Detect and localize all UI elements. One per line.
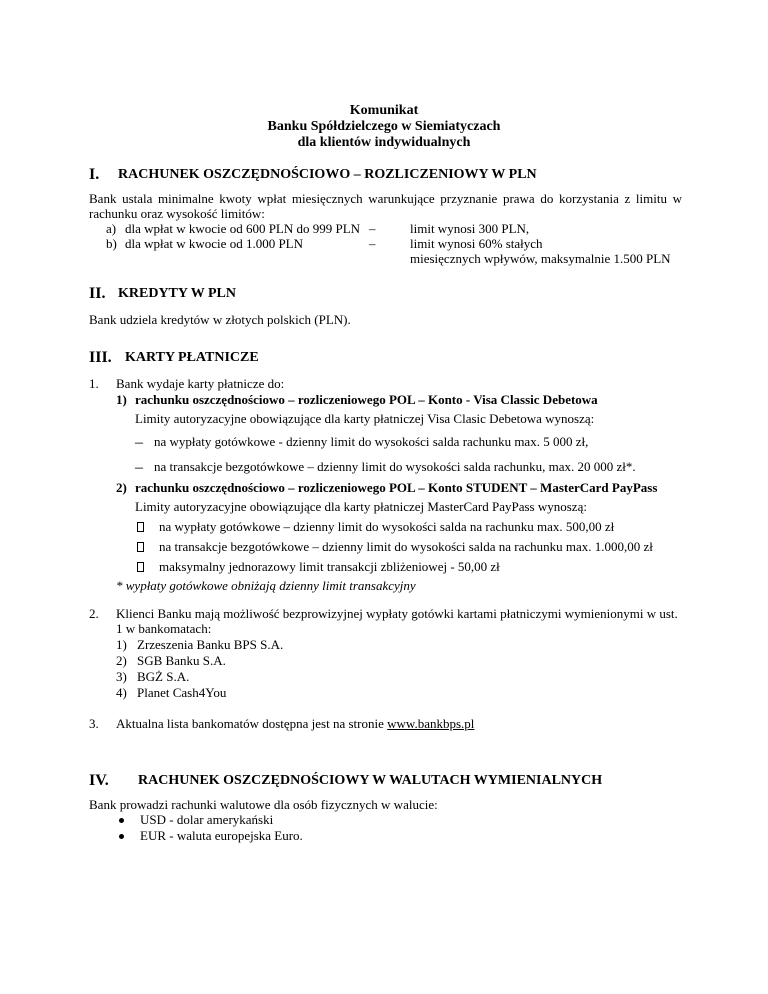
item-2-number: 2. (89, 606, 99, 621)
section-3-title: KARTY PŁATNICZE (125, 350, 259, 365)
item-3-text: Aktualna lista bankomatów dostępna jest na stronie (116, 716, 388, 731)
item-2-line-2: 1 w bankomatach: (116, 621, 212, 636)
section-1-paragraph-line-1: Bank ustala minimalne kwoty wpłat miesięcznych warunkujące przyznanie prawa do korzystania z limitu w (89, 191, 682, 206)
card-1-bullet-2: na transakcje bezgotówkowe – dzienny limit do wysokości salda rachunku, max. 20 000 zł*. (154, 459, 636, 474)
card-2-bullet-2: na transakcje bezgotówkowe – dzienny limit do wysokości salda na rachunku max. 1.000,00 zł (159, 539, 653, 554)
card-1-bullet-1: na wypłaty gotówkowe - dzienny limit do wysokości salda rachunku max. 5 000 zł, (154, 434, 589, 449)
section-1-title: RACHUNEK OSZCZĘDNOŚCIOWO – ROZLICZENIOWY W PLN (118, 167, 537, 182)
dash-bullet-icon: – (135, 434, 143, 451)
item-1-number: 1. (89, 376, 99, 391)
card-1-number: 1) (116, 392, 127, 407)
item-3-text-wrap (116, 716, 474, 732)
dash-bullet-icon: – (135, 459, 143, 476)
item-3-number: 3. (89, 716, 99, 731)
currency-eur: EUR - waluta europejska Euro. (140, 828, 303, 843)
square-bullet-icon (137, 522, 144, 532)
atm-list-number: 4) (116, 685, 127, 700)
card-1-limits: Limity autoryzacyjne obowiązujące dla karty płatniczej Visa Clasic Debetowa wynoszą: (135, 411, 595, 426)
limit-b-value-2: miesięcznych wpływów, maksymalnie 1.500 PLN (410, 251, 671, 266)
atm-list-number: 3) (116, 669, 127, 684)
limit-a-dash: – (369, 221, 376, 236)
card-2-bullet-1: na wypłaty gotówkowe – dzienny limit do wysokości salda na rachunku max. 500,00 zł (159, 519, 615, 534)
card-2-bullet-3: maksymalny jednorazowy limit transakcji zbliżeniowej - 50,00 zł (159, 559, 500, 574)
item-2-line-1: Klienci Banku mają możliwość bezprowizyjnej wypłaty gotówki kartami płatniczymi wymienionymi w ust. (116, 606, 678, 621)
header-line-2: Banku Spółdzielczego w Siemiatyczach (267, 119, 501, 134)
atm-list-item: Planet Cash4You (137, 685, 227, 700)
card-1-title: rachunku oszczędnościowo – rozliczeniowego POL – Konto - Visa Classic Debetowa (135, 392, 598, 407)
header-line-3: dla klientów indywidualnych (297, 135, 471, 150)
card-2-limits: Limity autoryzacyjne obowiązujące dla karty płatniczej MasterCard PayPass wynoszą: (135, 499, 587, 514)
limit-b-text: dla wpłat w kwocie od 1.000 PLN (125, 236, 304, 251)
atm-list-number: 1) (116, 637, 127, 652)
section-2-title: KREDYTY W PLN (118, 286, 236, 301)
section-3-number: III. (89, 349, 112, 366)
dot-bullet-icon (119, 818, 124, 823)
header-line-1: Komunikat (349, 103, 419, 118)
section-4-paragraph: Bank prowadzi rachunki walutowe dla osób fizycznych w walucie: (89, 797, 438, 812)
atm-list-item: BGŻ S.A. (137, 669, 190, 684)
bankbps-link[interactable]: www.bankbps.pl (387, 716, 475, 731)
currency-usd: USD - dolar amerykański (140, 812, 274, 827)
card-2-number: 2) (116, 480, 127, 495)
section-2-number: II. (89, 285, 106, 302)
square-bullet-icon (137, 542, 144, 552)
section-1-number: I. (89, 166, 100, 183)
atm-list-item: SGB Banku S.A. (137, 653, 226, 668)
atm-list-number: 2) (116, 653, 127, 668)
dot-bullet-icon (119, 834, 124, 839)
section-4-title: RACHUNEK OSZCZĘDNOŚCIOWY W WALUTACH WYMIENIALNYCH (138, 773, 603, 788)
limit-a-value: limit wynosi 300 PLN, (410, 221, 530, 236)
limit-b-dash: – (369, 236, 376, 251)
card-2-title: rachunku oszczędnościowo – rozliczeniowego POL – Konto STUDENT – MasterCard PayPass (135, 480, 658, 495)
section-4-number: IV. (89, 772, 109, 789)
limit-b-label: b) (106, 236, 117, 251)
square-bullet-icon (137, 562, 144, 572)
limit-a-label: a) (106, 221, 117, 236)
limit-a-text: dla wpłat w kwocie od 600 PLN do 999 PLN (125, 221, 361, 236)
footnote: * wypłaty gotówkowe obniżają dzienny limit transakcyjny (116, 578, 416, 593)
section-1-paragraph-line-2: rachunku oraz wysokość limitów: (89, 206, 265, 221)
item-1-intro: Bank wydaje karty płatnicze do: (116, 376, 285, 391)
section-2-paragraph: Bank udziela kredytów w złotych polskich (PLN). (89, 312, 351, 327)
limit-b-value-1: limit wynosi 60% stałych (410, 236, 543, 251)
atm-list-item: Zrzeszenia Banku BPS S.A. (137, 637, 284, 652)
